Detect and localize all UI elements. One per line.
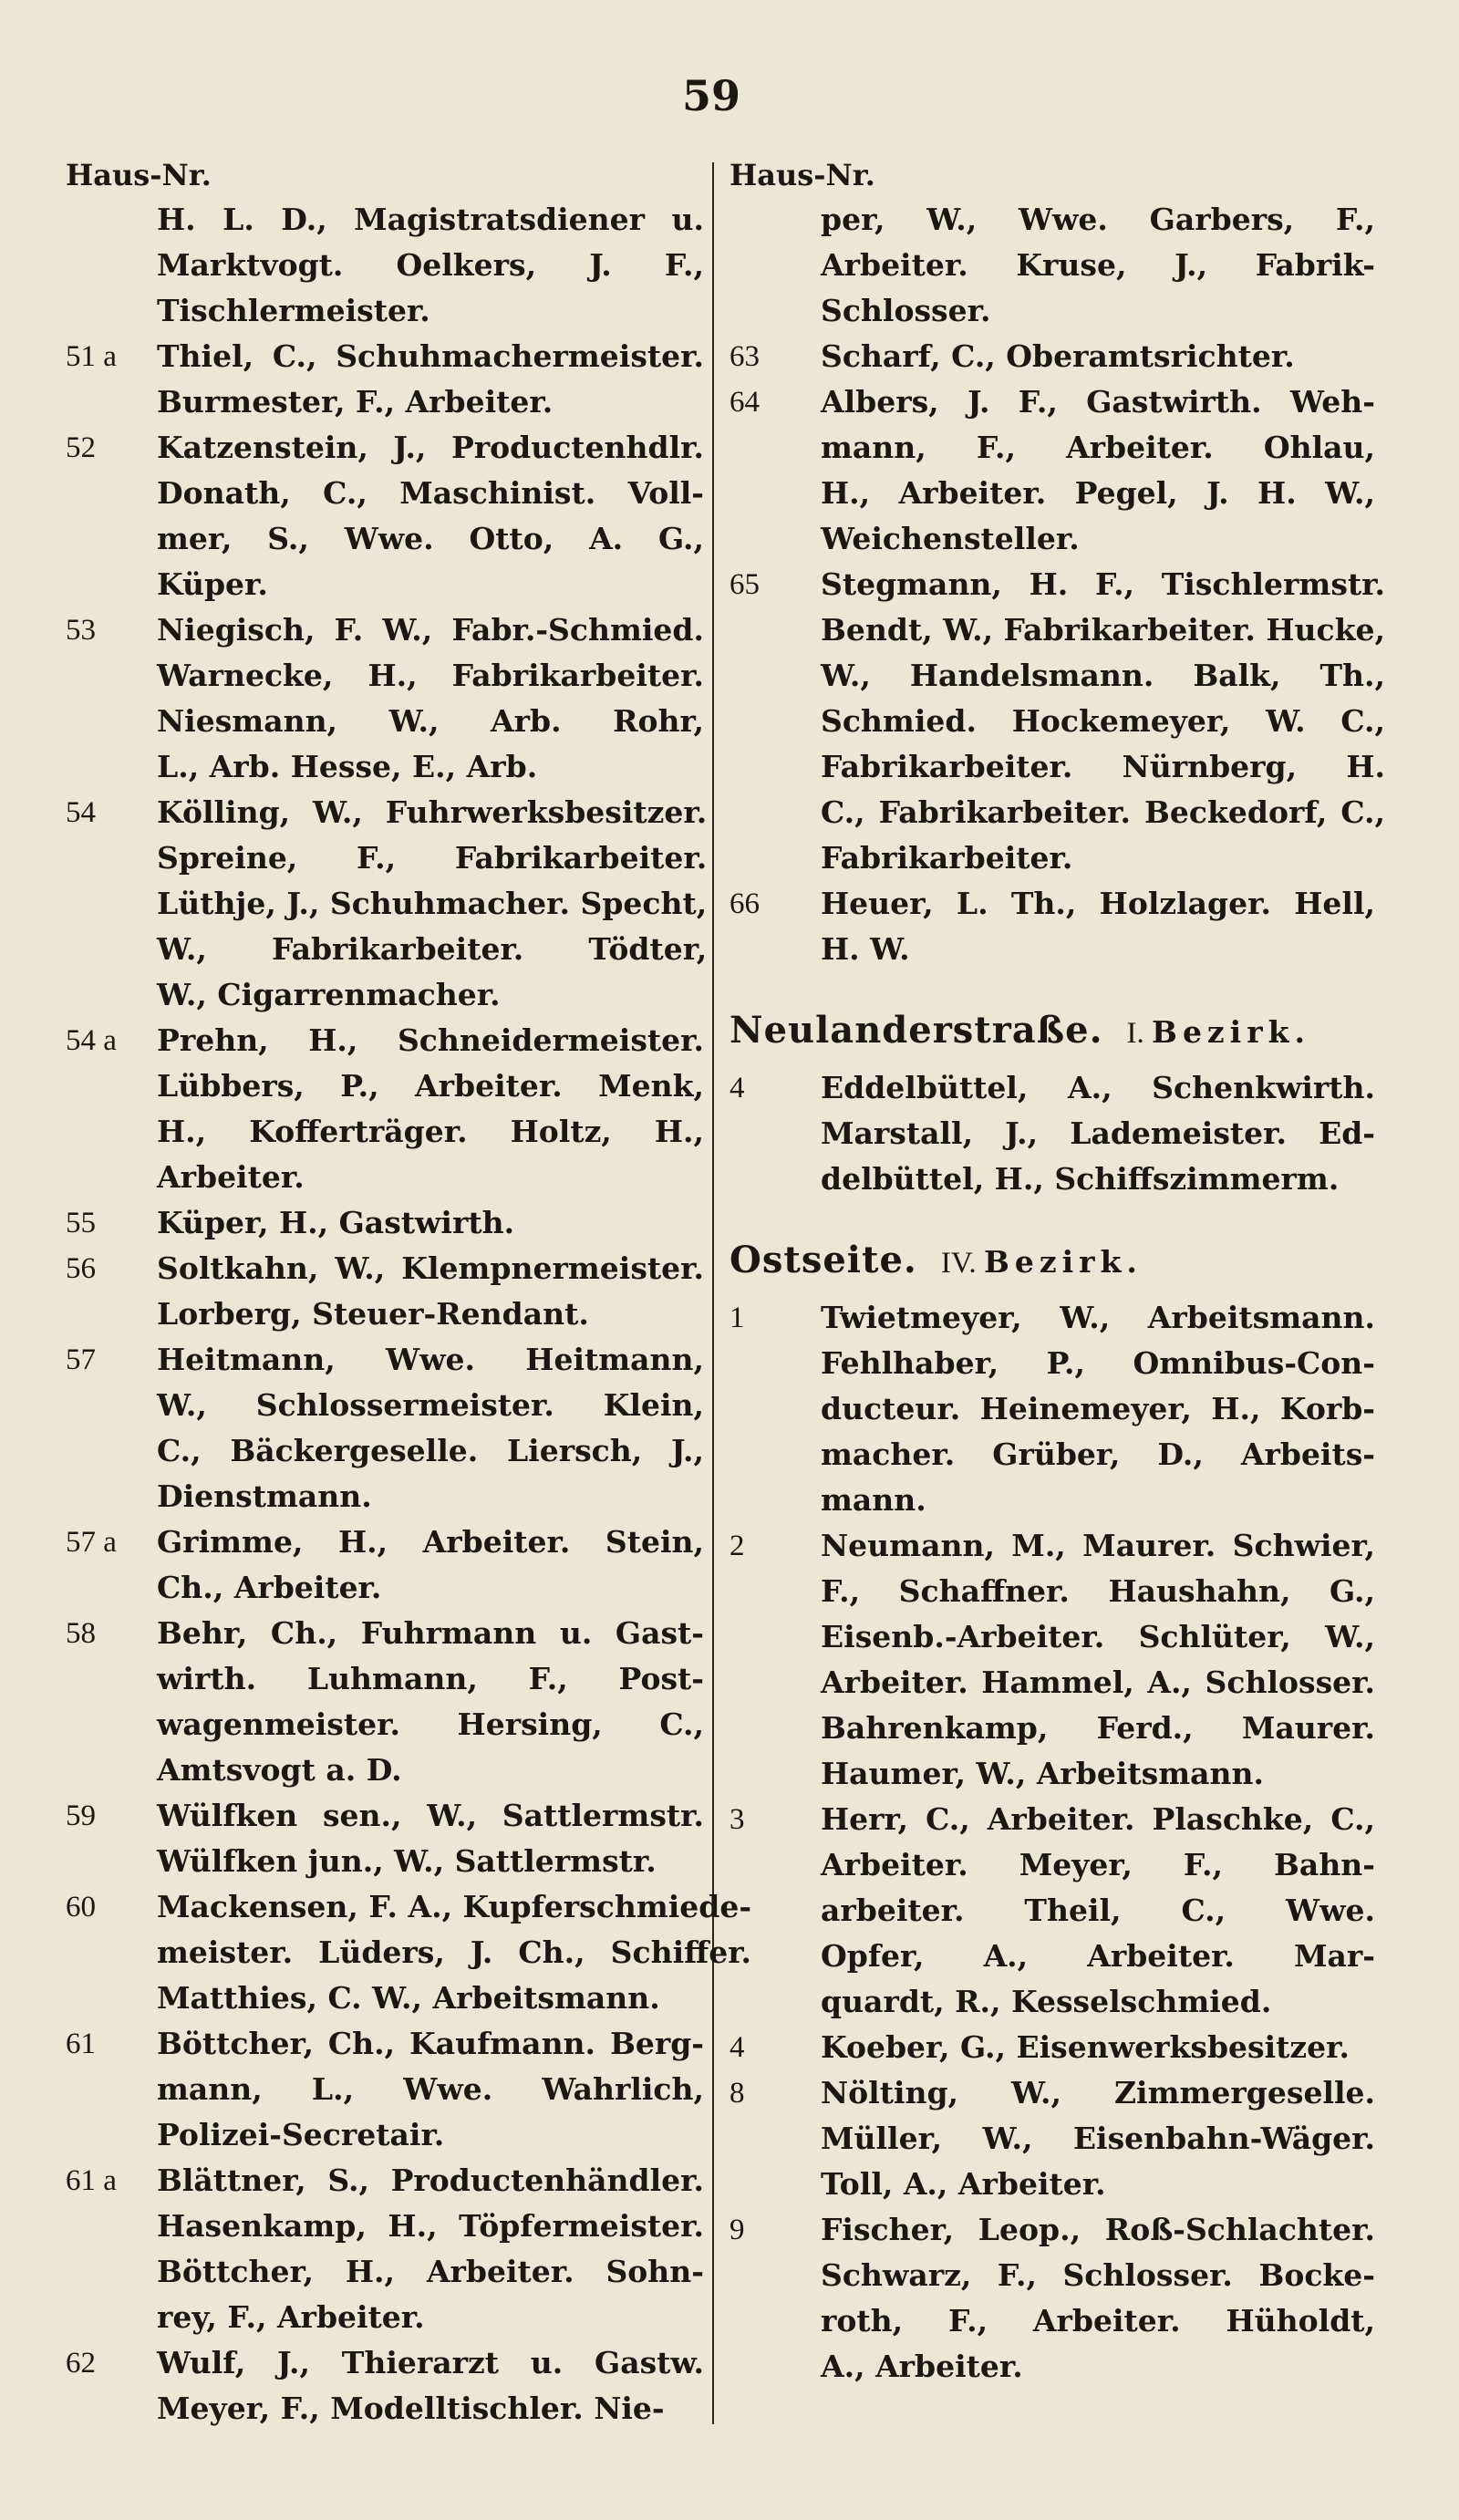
district-label — [941, 1244, 1143, 1281]
page-number: 59 — [681, 71, 740, 120]
entry-line: ducteur. Heinemeyer, H., Korb- — [821, 1391, 1375, 1426]
entry-line: H., Kofferträger. Holtz, H., — [157, 1114, 704, 1149]
address-entry — [730, 197, 1375, 334]
entry-text — [157, 2158, 704, 2340]
section-spacer — [730, 1202, 1375, 1226]
entry-line: H. L. D., Magistratsdiener u. — [157, 202, 704, 237]
entry-text — [821, 2070, 1375, 2207]
entry-line: wagenmeister. Hersing, C., — [157, 1706, 704, 1742]
entry-text — [157, 1018, 704, 1200]
house-number: 4 — [730, 1072, 745, 1104]
entry-line: Haumer, W., Arbeitsmann. — [821, 1756, 1265, 1791]
entry-line: Kölling, W., Fuhrwerksbesitzer. — [157, 794, 708, 830]
address-entry — [730, 2025, 1375, 2070]
entry-line: C., Fabrikarbeiter. Beckedorf, C., — [821, 794, 1385, 830]
district-number: I. — [1126, 1017, 1144, 1050]
address-entry — [66, 790, 708, 1018]
address-entry — [66, 2021, 704, 2158]
entry-line: Prehn, H., Schneidermeister. — [157, 1022, 704, 1058]
entry-line: Heuer, L. Th., Holzlager. Hell, — [821, 886, 1375, 921]
entry-line: Lorberg, Steuer-Rendant. — [157, 1296, 589, 1332]
entry-line: Schwarz, F., Schlosser. Bocke- — [821, 2257, 1375, 2293]
street-name: Neulanderstraße. — [730, 1009, 1103, 1052]
house-number: 62 — [66, 2347, 96, 2380]
entry-line: Opfer, A., Arbeiter. Mar- — [821, 1938, 1375, 1974]
entry-line: Albers, J. F., Gastwirth. Weh- — [821, 384, 1375, 420]
entry-line: W., Cigarrenmacher. — [157, 977, 501, 1012]
entry-line: Bahrenkamp, Ferd., Maurer. — [821, 1710, 1375, 1746]
address-entry — [730, 1065, 1375, 1202]
entry-line: Toll, A., Arbeiter. — [821, 2166, 1106, 2202]
address-entry — [730, 1295, 1375, 1523]
house-number: 61 a — [66, 2164, 117, 2197]
address-entry — [66, 334, 704, 425]
entry-line: Heitmann, Wwe. Heitmann, — [157, 1342, 704, 1377]
entry-line: macher. Grüber, D., Arbeits- — [821, 1436, 1375, 1472]
entry-text — [821, 334, 1375, 379]
entry-text — [821, 1523, 1375, 1797]
entry-text — [821, 2207, 1375, 2390]
house-number: 65 — [730, 568, 760, 601]
entry-line: arbeiter. Theil, C., Wwe. — [821, 1893, 1375, 1928]
entry-line: Mackensen, F. A., Kupferschmiede- — [157, 1889, 752, 1924]
entry-text — [157, 2340, 704, 2432]
entry-line: Weichensteller. — [821, 521, 1080, 556]
house-number: 54 — [66, 796, 96, 829]
street-name: Ostseite. — [730, 1239, 917, 1281]
right-entries — [730, 197, 1385, 972]
address-entry — [730, 334, 1375, 379]
address-entry — [66, 1200, 704, 1246]
entry-line: Marstall, J., Lademeister. Ed- — [821, 1115, 1375, 1151]
entry-line: mann, F., Arbeiter. Ohlau, — [821, 430, 1375, 465]
entry-line: Eisenb.-Arbeiter. Schlüter, W., — [821, 1619, 1375, 1654]
district-word: Bezirk. — [1152, 1014, 1310, 1050]
address-entry — [66, 2158, 704, 2340]
house-number: 53 — [66, 614, 96, 647]
address-entry — [730, 1523, 1375, 1797]
address-entry — [66, 607, 704, 790]
house-number: 3 — [730, 1803, 745, 1836]
entry-line: Müller, W., Eisenbahn-Wäger. — [821, 2121, 1375, 2156]
entry-line: Nölting, W., Zimmergeselle. — [821, 2075, 1375, 2110]
entry-line: Donath, C., Maschinist. Voll- — [157, 475, 704, 511]
address-entry — [730, 2207, 1375, 2390]
entry-text — [821, 2025, 1375, 2070]
street-section-heading — [730, 1226, 1375, 1295]
entry-line: W., Fabrikarbeiter. Tödter, — [157, 931, 708, 967]
entry-line: Lübbers, P., Arbeiter. Menk, — [157, 1068, 704, 1104]
entry-line: Soltkahn, W., Klempnermeister. — [157, 1250, 704, 1286]
entry-line: L., Arb. Hesse, E., Arb. — [157, 749, 538, 784]
address-entry — [66, 425, 704, 607]
entry-line: Arbeiter. Hammel, A., Schlosser. — [821, 1664, 1375, 1700]
entry-line: meister. Lüders, J. Ch., Schiffer. — [157, 1934, 752, 1970]
entry-line: Stegmann, H. F., Tischlermstr. — [821, 566, 1385, 602]
house-number: 63 — [730, 340, 760, 373]
column-divider — [712, 162, 714, 2424]
entry-text — [821, 881, 1375, 972]
entry-line: H., Arbeiter. Pegel, J. H. W., — [821, 475, 1375, 511]
entry-text — [157, 1793, 704, 1884]
entry-line: Blättner, S., Productenhändler. — [157, 2162, 704, 2198]
entry-line: Arbeiter. Kruse, J., Fabrik- — [821, 247, 1375, 283]
entry-line: Matthies, C. W., Arbeitsmann. — [157, 1980, 660, 2016]
entry-line: mann, L., Wwe. Wahrlich, — [157, 2071, 704, 2107]
house-number: 56 — [66, 1252, 96, 1285]
house-number — [730, 197, 821, 334]
entry-line: W., Schlossermeister. Klein, — [157, 1387, 704, 1423]
entry-line: Böttcher, H., Arbeiter. Sohn- — [157, 2254, 704, 2289]
house-number: 61 — [66, 2027, 96, 2060]
entry-line: Amtsvogt a. D. — [157, 1752, 402, 1788]
house-number: 1 — [730, 1301, 745, 1334]
entry-line: Wülfken sen., W., Sattlermstr. — [157, 1798, 704, 1833]
house-number: 8 — [730, 2077, 745, 2110]
entry-text — [157, 334, 704, 425]
entry-line: Meyer, F., Modelltischler. Nie- — [157, 2390, 665, 2426]
entry-line: Hasenkamp, H., Töpfermeister. — [157, 2208, 704, 2244]
entry-text — [821, 1295, 1375, 1523]
entry-line: Koeber, G., Eisenwerksbesitzer. — [821, 2029, 1350, 2065]
entry-line: Ch., Arbeiter. — [157, 1570, 382, 1605]
address-entry — [66, 197, 704, 334]
entry-line: Marktvogt. Oelkers, J. F., — [157, 247, 704, 283]
house-number: 2 — [730, 1530, 745, 1562]
entry-line: Behr, Ch., Fuhrmann u. Gast- — [157, 1615, 704, 1651]
entry-line: Neumann, M., Maurer. Schwier, — [821, 1528, 1375, 1563]
entry-line: Bendt, W., Fabrikarbeiter. Hucke, — [821, 612, 1385, 648]
house-number: 9 — [730, 2214, 745, 2246]
entry-line: Fabrikarbeiter. Nürnberg, H. — [821, 749, 1385, 784]
house-number: 54 a — [66, 1024, 117, 1057]
address-entry — [730, 881, 1375, 972]
entry-line: per, W., Wwe. Garbers, F., — [821, 202, 1375, 237]
house-number: 52 — [66, 431, 96, 464]
entry-line: Grimme, H., Arbeiter. Stein, — [157, 1524, 704, 1560]
entry-text — [157, 1884, 751, 2021]
right-sections — [730, 972, 1375, 2390]
house-number: 60 — [66, 1891, 96, 1924]
entry-text — [821, 1065, 1375, 1202]
entry-line: Schlosser. — [821, 293, 991, 328]
entry-line: Niegisch, F. W., Fabr.-Schmied. — [157, 612, 704, 648]
address-entry — [66, 1519, 704, 1611]
address-entry — [66, 1337, 704, 1519]
entry-line: Fehlhaber, P., Omnibus-Con- — [821, 1345, 1375, 1381]
entry-line: Scharf, C., Oberamtsrichter. — [821, 338, 1295, 374]
house-number: 55 — [66, 1207, 96, 1239]
entry-text — [821, 1797, 1375, 2025]
entry-line: Küper, H., Gastwirth. — [157, 1205, 515, 1240]
section-entries — [730, 1295, 1375, 2390]
address-entry — [730, 1797, 1375, 2025]
entry-line: H. W. — [821, 931, 910, 967]
entry-line: A., Arbeiter. — [821, 2349, 1023, 2384]
entry-line: roth, F., Arbeiter. Hüholdt, — [821, 2303, 1375, 2339]
address-entry — [730, 379, 1375, 562]
entry-line: Arbeiter. — [157, 1159, 305, 1195]
entry-text — [821, 379, 1375, 562]
entry-line: Arbeiter. Meyer, F., Bahn- — [821, 1847, 1375, 1882]
entry-text — [821, 197, 1375, 334]
house-number: 59 — [66, 1799, 96, 1832]
address-entry — [66, 1884, 752, 2021]
entry-line: Thiel, C., Schuhmachermeister. — [157, 338, 704, 374]
house-number: 57 a — [66, 1526, 117, 1559]
entry-line: C., Bäckergeselle. Liersch, J., — [157, 1433, 704, 1468]
entry-line: mer, S., Wwe. Otto, A. G., — [157, 521, 704, 556]
entry-line: Fabrikarbeiter. — [821, 840, 1073, 876]
column-header: Haus-Nr. — [66, 158, 212, 192]
entry-text — [157, 1337, 704, 1519]
house-number: 64 — [730, 386, 760, 419]
house-number: 57 — [66, 1343, 96, 1376]
entry-text — [821, 562, 1385, 881]
address-entry — [66, 2340, 704, 2432]
house-number: 58 — [66, 1617, 96, 1650]
entry-line: Spreine, F., Fabrikarbeiter. — [157, 840, 708, 876]
address-entry — [730, 562, 1385, 881]
entry-text — [157, 1200, 704, 1246]
section-spacer — [730, 972, 1375, 996]
entry-line: Böttcher, Ch., Kaufmann. Berg- — [157, 2026, 704, 2061]
entry-line: rey, F., Arbeiter. — [157, 2299, 425, 2335]
entry-line: Warnecke, H., Fabrikarbeiter. — [157, 658, 704, 693]
address-entry — [66, 1246, 704, 1337]
entry-line: Küper. — [157, 566, 268, 602]
entry-line: Katzenstein, J., Productenhdlr. — [157, 430, 704, 465]
entry-line: Wülfken jun., W., Sattlermstr. — [157, 1843, 657, 1879]
entry-line: wirth. Luhmann, F., Post- — [157, 1661, 704, 1696]
entry-text — [157, 1246, 704, 1337]
house-number: 4 — [730, 2031, 745, 2064]
house-number: 66 — [730, 887, 760, 920]
entry-text — [157, 197, 704, 334]
entry-text — [157, 1519, 704, 1611]
district-label — [1127, 1014, 1310, 1051]
entry-line: Herr, C., Arbeiter. Plaschke, C., — [821, 1801, 1375, 1837]
address-entry — [730, 2070, 1375, 2207]
right-column — [730, 153, 1385, 2390]
address-entry — [66, 1018, 704, 1200]
entry-line: Niesmann, W., Arb. Rohr, — [157, 703, 704, 739]
section-entries — [730, 1065, 1375, 1202]
entry-line: delbüttel, H., Schiffszimmerm. — [821, 1161, 1340, 1197]
house-number: 51 a — [66, 340, 117, 373]
entry-line: Wulf, J., Thierarzt u. Gastw. — [157, 2345, 704, 2380]
entry-text — [157, 1611, 704, 1793]
entry-line: Fischer, Leop., Roß-Schlachter. — [821, 2212, 1375, 2247]
entry-line: Tischlermeister. — [157, 293, 430, 328]
address-entry — [66, 1793, 704, 1884]
entry-line: quardt, R., Kesselschmied. — [821, 1984, 1272, 2019]
street-section-heading — [730, 996, 1375, 1065]
entry-text — [157, 2021, 704, 2158]
entry-line: Schmied. Hockemeyer, W. C., — [821, 703, 1385, 739]
entry-line: W., Handelsmann. Balk, Th., — [821, 658, 1385, 693]
entry-line: Lüthje, J., Schuhmacher. Specht, — [157, 886, 708, 921]
entry-text — [157, 790, 707, 1018]
entry-line: mann. — [821, 1482, 926, 1518]
district-number: IV. — [940, 1247, 977, 1280]
entry-line: Polizei-Secretair. — [157, 2117, 445, 2152]
house-number — [66, 197, 157, 334]
entry-line: Burmester, F., Arbeiter. — [157, 384, 554, 420]
address-entry — [66, 1611, 704, 1793]
entry-line: Dienstmann. — [157, 1478, 372, 1514]
column-header: Haus-Nr. — [730, 158, 875, 192]
entry-text — [157, 607, 704, 790]
entry-line: Eddelbüttel, A., Schenkwirth. — [821, 1070, 1375, 1105]
entry-text — [157, 425, 704, 607]
entry-line: Twietmeyer, W., Arbeitsmann. — [821, 1300, 1375, 1335]
entry-line: F., Schaffner. Haushahn, G., — [821, 1573, 1375, 1609]
district-word: Bezirk. — [983, 1244, 1143, 1280]
